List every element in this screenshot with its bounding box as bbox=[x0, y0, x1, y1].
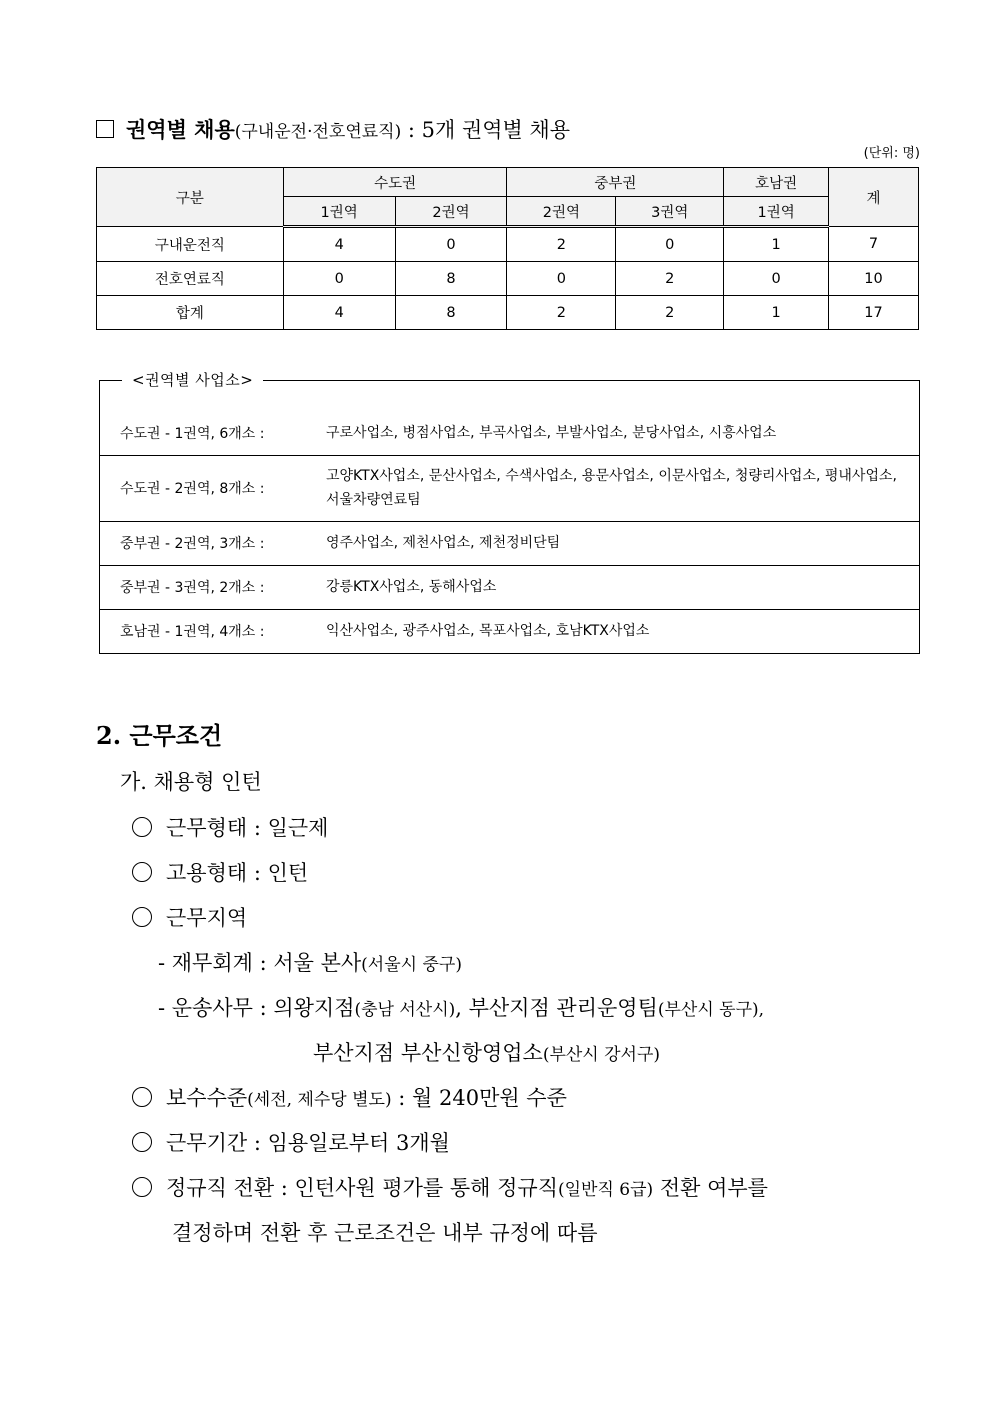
item-text: 근무기간 : 임용일로부터 3개월 bbox=[166, 1131, 450, 1155]
table-cell: 2 bbox=[616, 296, 724, 330]
location-finance bbox=[158, 947, 462, 977]
table-cell: 1 bbox=[724, 296, 829, 330]
table-cell: 0 bbox=[395, 227, 507, 262]
location-transport bbox=[158, 992, 764, 1022]
table-cell: 0 bbox=[283, 262, 395, 296]
site-row bbox=[100, 609, 919, 653]
convert-paren: (일반직 6급) bbox=[558, 1180, 654, 1200]
checkbox-square-icon bbox=[96, 120, 114, 138]
section-title-paren: (구내운전·전호연료직) bbox=[234, 122, 402, 142]
table-cell: 4 bbox=[283, 227, 395, 262]
site-row bbox=[100, 455, 919, 522]
table-row bbox=[97, 262, 919, 296]
site-region: 중부권 - 2권역, 3개소 : bbox=[120, 536, 265, 552]
site-region: 호남권 - 1권역, 4개소 : bbox=[120, 624, 265, 640]
site-region: 수도권 - 2권역, 8개소 : bbox=[120, 481, 265, 497]
sites-box bbox=[99, 380, 920, 654]
site-list: 강릉KTX사업소, 동해사업소 bbox=[326, 579, 497, 595]
table-cell: 0 bbox=[724, 262, 829, 296]
conditions-subheading: 가. 채용형 인턴 bbox=[120, 770, 262, 794]
convert-a: 정규직 전환 : 인턴사원 평가를 통해 정규직 bbox=[166, 1176, 558, 1200]
section-title-rest: : 5개 권역별 채용 bbox=[401, 118, 571, 142]
item-text: 고용형태 : 인턴 bbox=[166, 861, 309, 885]
table-cell: 4 bbox=[283, 296, 395, 330]
location-transport-a: - 운송사무 : 의왕지점 bbox=[158, 996, 355, 1020]
circle-bullet-icon bbox=[132, 817, 152, 837]
location-finance-paren: (서울시 중구) bbox=[361, 955, 462, 975]
table-cell: 7 bbox=[829, 227, 919, 262]
circle-bullet-icon bbox=[132, 1087, 152, 1107]
location-finance-main: - 재무회계 : 서울 본사 bbox=[158, 951, 362, 975]
site-row bbox=[100, 565, 919, 610]
site-list: 구로사업소, 병점사업소, 부곡사업소, 부발사업소, 분당사업소, 시흥사업소 bbox=[326, 425, 777, 441]
pay-main: 보수수준 bbox=[166, 1086, 248, 1110]
circle-bullet-icon bbox=[132, 907, 152, 927]
table-cell: 17 bbox=[829, 296, 919, 330]
location-transport-c-paren: (부산시 강서구) bbox=[542, 1045, 661, 1065]
header-region: 수도권 bbox=[283, 168, 507, 197]
table-cell: 2 bbox=[507, 227, 616, 262]
header-total: 계 bbox=[829, 168, 919, 227]
table-cell: 2 bbox=[616, 262, 724, 296]
table-cell: 1 bbox=[724, 227, 829, 262]
location-transport-c: 부산지점 부산신항영업소 bbox=[313, 1041, 543, 1065]
header-zone: 1권역 bbox=[283, 197, 395, 227]
item-period bbox=[132, 1127, 450, 1157]
conditions-heading: 2. 근무조건 bbox=[96, 721, 223, 750]
table-cell: 2 bbox=[507, 296, 616, 330]
section-title-bold: 권역별 채용 bbox=[126, 117, 235, 142]
location-transport-b-paren: (부산시 동구), bbox=[657, 1000, 765, 1020]
header-region: 중부권 bbox=[507, 168, 724, 197]
row-label: 구내운전직 bbox=[97, 227, 284, 262]
location-transport-a-paren: (충남 서산시) bbox=[354, 1000, 456, 1020]
item-location bbox=[132, 902, 247, 932]
table-row bbox=[97, 227, 919, 262]
circle-bullet-icon bbox=[132, 1177, 152, 1197]
table-header-row bbox=[97, 168, 919, 197]
table-cell: 8 bbox=[395, 262, 507, 296]
site-row bbox=[100, 521, 919, 566]
row-label: 전호연료직 bbox=[97, 262, 284, 296]
circle-bullet-icon bbox=[132, 1132, 152, 1152]
header-zone: 2권역 bbox=[395, 197, 507, 227]
table-row-total bbox=[97, 296, 919, 330]
site-list: 영주사업소, 제천사업소, 제천정비단팀 bbox=[326, 535, 561, 551]
section-title bbox=[96, 114, 570, 144]
item-text: 근무지역 bbox=[166, 906, 248, 930]
header-corner: 구분 bbox=[97, 168, 284, 227]
header-zone: 2권역 bbox=[507, 197, 616, 227]
table-cell: 0 bbox=[616, 227, 724, 262]
item-pay bbox=[132, 1082, 567, 1112]
site-region: 중부권 - 3권역, 2개소 : bbox=[120, 580, 265, 596]
unit-label: (단위: 명) bbox=[863, 146, 920, 161]
header-zone: 1권역 bbox=[724, 197, 829, 227]
circle-bullet-icon bbox=[132, 862, 152, 882]
site-list: 익산사업소, 광주사업소, 목포사업소, 호남KTX사업소 bbox=[326, 623, 650, 639]
item-work-type bbox=[132, 812, 328, 842]
site-region: 수도권 - 1권역, 6개소 : bbox=[120, 426, 265, 442]
location-transport-b: , 부산지점 관리운영팀 bbox=[455, 996, 658, 1020]
header-zone: 3권역 bbox=[616, 197, 724, 227]
convert-cont: 결정하며 전환 후 근로조건은 내부 규정에 따름 bbox=[172, 1221, 598, 1245]
pay-rest: : 월 240만원 수준 bbox=[391, 1086, 567, 1110]
item-text: 근무형태 : 일근제 bbox=[166, 816, 329, 840]
sites-legend: <권역별 사업소> bbox=[122, 369, 263, 390]
table-cell: 10 bbox=[829, 262, 919, 296]
location-transport-cont bbox=[313, 1037, 660, 1067]
site-row bbox=[100, 411, 919, 456]
table-cell: 8 bbox=[395, 296, 507, 330]
header-region: 호남권 bbox=[724, 168, 829, 197]
site-list: 고양KTX사업소, 문산사업소, 수색사업소, 용문사업소, 이문사업소, 청량리사업소, 평내사업소, 서울차량연료팀 bbox=[326, 468, 897, 508]
item-employ-type bbox=[132, 857, 308, 887]
table-cell: 0 bbox=[507, 262, 616, 296]
item-convert bbox=[132, 1172, 768, 1202]
recruit-table bbox=[96, 167, 919, 330]
pay-paren: (세전, 제수당 별도) bbox=[247, 1090, 392, 1110]
row-label: 합계 bbox=[97, 296, 284, 330]
convert-b: 전환 여부를 bbox=[653, 1176, 768, 1200]
